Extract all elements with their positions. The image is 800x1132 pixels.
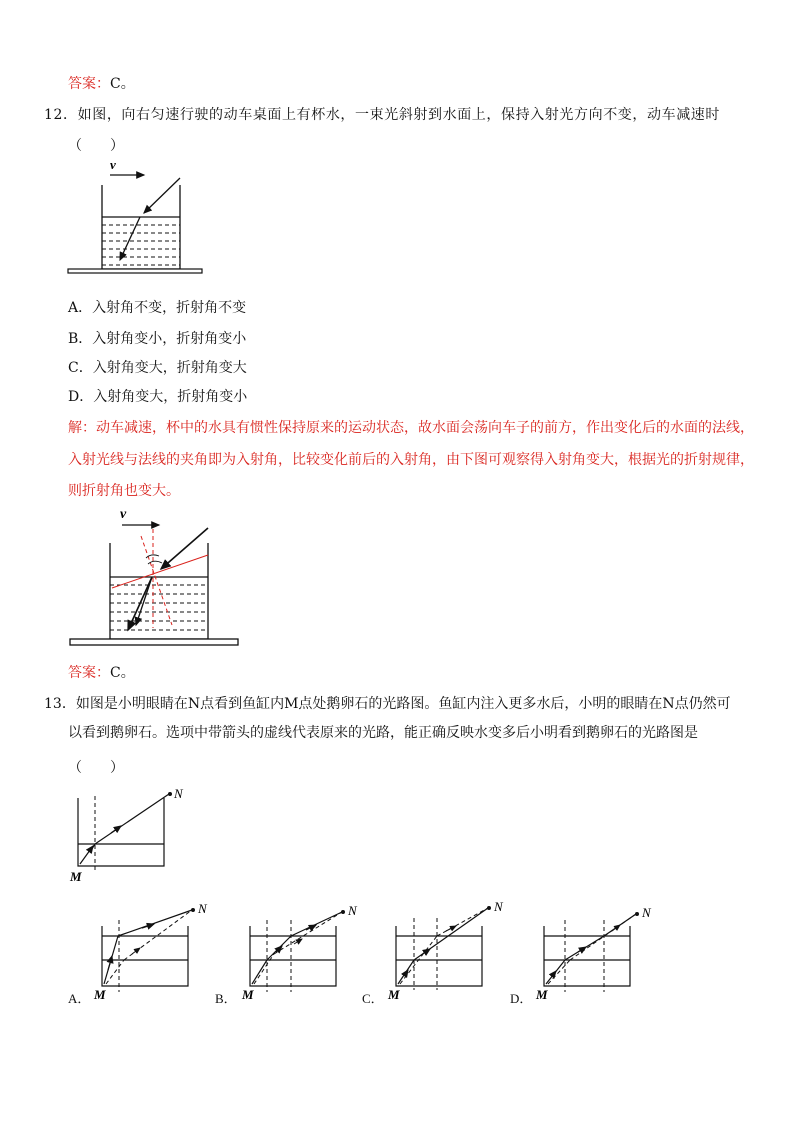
label-m: M: [94, 987, 106, 1002]
q13-option-a-figure: [92, 900, 222, 1000]
water-hatching: [102, 225, 180, 265]
q13-option-c-label: C．: [362, 991, 384, 1006]
ray-in-air: [95, 794, 169, 844]
q12-solution-line-3: 则折射角也变大。: [68, 483, 180, 499]
q13-option-b-figure: [240, 900, 370, 1000]
q12-solution-line-2: 入射光线与法线的夹角即为入射角，比较变化前后的入射角，由下图可观察得入射角变大，根据光的折射规律，: [68, 452, 754, 468]
q12-solution-line-1: 解：动车减速，杯中的水具有惯性保持原来的运动状态，故水面会荡向车子的前方，作出变化后的水面的法线，: [68, 420, 754, 436]
label-n: N: [198, 901, 207, 916]
q13-option-d-figure: [534, 900, 664, 1000]
tank: [78, 798, 164, 866]
label-n: N: [494, 899, 503, 914]
q13-option-b-label: B．: [215, 991, 237, 1006]
tilted-surface: [112, 555, 208, 588]
q12-solution-figure: [66, 503, 241, 651]
cup: [102, 185, 180, 269]
q12-figure: [60, 155, 210, 280]
answer-tag: 答案：: [68, 76, 110, 92]
refracted-ray: [120, 217, 140, 260]
label-n: N: [642, 905, 651, 920]
water-hatching: [110, 585, 208, 630]
label-m: M: [70, 869, 82, 884]
q13-figure: [66, 784, 196, 884]
q12-option-b: B．入射角变小，折射角变小: [68, 331, 247, 347]
label-m: M: [388, 987, 400, 1002]
q13-stem-line-1: 13．如图是小明眼睛在N点看到鱼缸内M点处鹅卵石的光路图。鱼缸内注入更多水后，小明的眼睛在N点仍然可: [44, 696, 731, 712]
new-path: [118, 910, 192, 936]
incident-ray: [144, 178, 180, 213]
ray-in-water: [80, 846, 93, 864]
q12-stem: 12．如图，向右匀速行驶的动车桌面上有杯水，一束光斜射到水面上，保持入射光方向不变，动车减速时: [44, 107, 721, 123]
velocity-label: v: [120, 507, 127, 522]
q12-option-d: D．入射角变大，折射角变小: [68, 389, 248, 405]
label-m: M: [242, 987, 254, 1002]
table: [68, 269, 202, 273]
refracted-ray-new: [136, 577, 152, 625]
cup: [110, 543, 208, 639]
velocity-label: v: [110, 157, 116, 172]
q13-option-c-figure: [386, 896, 516, 1002]
table: [70, 639, 238, 645]
original-path: [106, 960, 124, 984]
answer-value: C。: [110, 76, 135, 92]
q11-answer: [68, 74, 135, 94]
q12-answer-paren: （ ）: [68, 138, 124, 154]
answer-tag: 答案：: [68, 665, 110, 681]
q13-option-a-label: A．: [68, 991, 91, 1006]
q12-option-a: A．入射角不变，折射角不变: [68, 300, 247, 316]
label-n: N: [174, 786, 183, 801]
point-n: [168, 792, 172, 796]
label-m: M: [536, 987, 548, 1002]
q13-stem-line-2: 以看到鹅卵石。选项中带箭头的虚线代表原来的光路，能正确反映水变多后小明看到鹅卵石的光路图是: [68, 725, 698, 741]
label-n: N: [348, 903, 357, 918]
answer-value: C。: [110, 665, 135, 681]
q12-option-c: C．入射角变大，折射角变大: [68, 360, 247, 376]
q13-answer-paren: （ ）: [68, 760, 124, 776]
q13-option-d-label: D．: [510, 991, 533, 1006]
q12-answer: [68, 663, 135, 683]
